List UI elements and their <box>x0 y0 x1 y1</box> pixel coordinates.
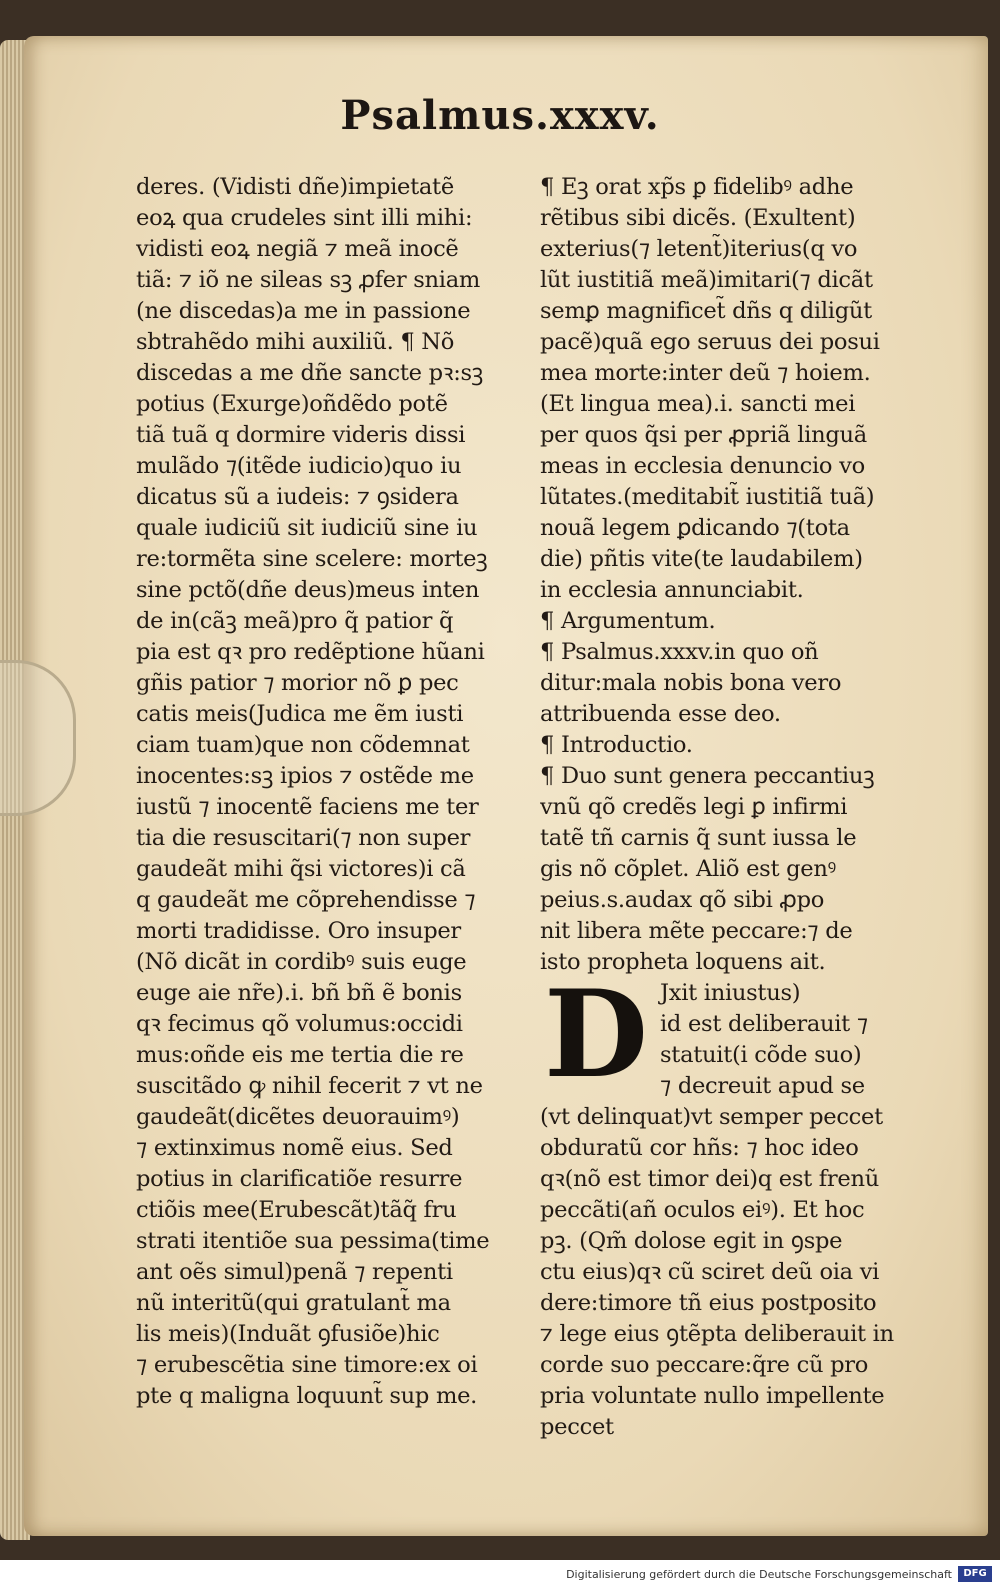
text-line: sbtrahẽdo mihi auxiliũ. ¶ Nõ <box>136 329 455 355</box>
text-line: (Et lingua mea).i. sancti mei <box>540 391 856 417</box>
text-line: gñis patior ⁊ morior nõ ꝑ pec <box>136 670 459 696</box>
text-line: Jxit iniustus) <box>660 980 801 1006</box>
text-line: attribuenda esse deo. <box>540 701 781 727</box>
text-line: quale iudiciũ sit iudiciũ sine iu <box>136 515 478 541</box>
text-line: ant oẽs simul)penã ⁊ repenti <box>136 1259 453 1285</box>
text-line: ciam tuam)que non cõdemnat <box>136 732 470 758</box>
text-line: deres. (Vidisti dñe)impietatẽ <box>136 174 454 200</box>
text-line: pꝫ. (Qm̃ dolose egit in ꝯspe <box>540 1228 843 1254</box>
text-line: isto propheta loquens ait. <box>540 949 826 975</box>
text-line: discedas a me dñe sancte pꝛ:sꝫ <box>136 360 484 386</box>
text-line: qꝛ(nõ est timor dei)q est frenũ <box>540 1166 879 1192</box>
text-line: rẽtibus sibi dicẽs. (Exultent) <box>540 205 856 231</box>
text-line: meas in ecclesia denuncio vo <box>540 453 865 479</box>
text-line: q gaudeãt me cõprehendisse ⁊ <box>136 887 476 913</box>
text-line: in ecclesia annunciabit. <box>540 577 804 603</box>
text-line: ctiõis mee(Erubescãt)tãq̃ fru <box>136 1197 457 1223</box>
text-line: ¶ Argumentum. <box>540 608 716 634</box>
text-line: peccet <box>540 1414 614 1440</box>
text-line: mus:oñde eis me tertia die re <box>136 1042 464 1068</box>
text-line: strati itentiõe sua pessima(time <box>136 1228 490 1254</box>
text-line: semꝑ magnificet̃ dñs q diligũt <box>540 298 872 324</box>
text-line: gis nõ cõplet. Aliõ est genꝰ <box>540 856 836 882</box>
text-line: lũt iustitiã meã)imitari(⁊ dicãt <box>540 267 873 293</box>
text-line: nũ interitũ(qui gratulant̃ ma <box>136 1290 451 1316</box>
text-line: exterius(⁊ letent̃)iterius(q vo <box>540 236 858 262</box>
text-line: per quos q̃si per ꝓpriã linguã <box>540 422 867 448</box>
left-text-column <box>136 172 526 1412</box>
text-line: ¶ Psalmus.xxxv.in quo oñ <box>540 639 819 665</box>
text-line: dicatus sũ a iudeis: ⁊ ꝯsidera <box>136 484 459 510</box>
text-line: lũtates.(meditabit̃ iustitiã tuã) <box>540 484 875 510</box>
text-line: die) pñtis vite(te laudabilem) <box>540 546 863 572</box>
text-line: dere:timore tñ eius postposito <box>540 1290 877 1316</box>
text-line: tiã tuã q dormire videris dissi <box>136 422 466 448</box>
text-line: corde suo peccare:q̃re cũ pro <box>540 1352 869 1378</box>
text-line: sine pctõ(dñe deus)meus inten <box>136 577 480 603</box>
text-line: obduratũ cor hñs: ⁊ hoc ideo <box>540 1135 859 1161</box>
text-line: statuit(i cõde suo) <box>660 1042 862 1068</box>
text-line: vidisti eoꝝ negiã ⁊ meã inocẽ <box>136 236 459 262</box>
text-line: ⁊ erubescẽtia sine timore:ex oi <box>136 1352 478 1378</box>
text-line: ⁊ decreuit apud se <box>660 1073 865 1099</box>
text-line: mulãdo ⁊(itẽde iudicio)quo iu <box>136 453 462 479</box>
footer-credit: Digitalisierung gefördert durch die Deutsche Forschungsgemeinschaft <box>566 1568 952 1581</box>
text-line: vnũ qõ credẽs legi ꝑ infirmi <box>540 794 848 820</box>
text-line: peius.s.audax qõ sibi ꝓpo <box>540 887 825 913</box>
text-line: ¶ Introductio. <box>540 732 693 758</box>
text-line: de in(cãꝫ meã)pro q̃ patior q̃ <box>136 608 454 634</box>
text-line: qꝛ fecimus qõ volumus:occidi <box>136 1011 463 1037</box>
text-line: tatẽ tñ carnis q̃ sunt iussa le <box>540 825 857 851</box>
text-line: re:tormẽta sine scelere: morteꝫ <box>136 546 488 572</box>
text-line: ⁊ extinximus nomẽ eius. Sed <box>136 1135 453 1161</box>
text-line: inocentes:sꝫ ipios ⁊ ostẽde me <box>136 763 474 789</box>
text-line: catis meis(Judica me ẽm iusti <box>136 701 464 727</box>
text-line: tia die resuscitari(⁊ non super <box>136 825 471 851</box>
text-line: peccãti(añ oculos eiꝰ). Et hoc <box>540 1197 865 1223</box>
text-line: nit libera mẽte peccare:⁊ de <box>540 918 853 944</box>
text-line: lis meis)(Induãt ꝯfusiõe)hic <box>136 1321 440 1347</box>
text-line: euge aie nr̃e).i. bñ bñ ẽ bonis <box>136 980 462 1006</box>
footer-bar <box>0 1560 1000 1591</box>
right-text-column <box>540 172 940 1443</box>
text-line: eoꝝ qua crudeles sint illi mihi: <box>136 205 473 231</box>
text-line: pria voluntate nullo impellente <box>540 1383 885 1409</box>
text-line: tiã: ⁊ iõ ne sileas sꝫ ꝓfer sniam <box>136 267 480 293</box>
text-line: ¶ Eꝫ orat xp̃s ꝑ fidelibꝰ adhe <box>540 174 854 200</box>
text-line: (Nõ dicãt in cordibꝰ suis euge <box>136 949 467 975</box>
page-title: Psalmus.xxxv. <box>340 92 660 139</box>
text-line: morti tradidisse. Oro insuper <box>136 918 461 944</box>
dfg-logo: DFG <box>958 1566 992 1582</box>
text-line: mea morte:inter deũ ⁊ hoiem. <box>540 360 871 386</box>
text-line: suscitãdo ꝙ nihil fecerit ⁊ vt ne <box>136 1073 483 1099</box>
text-line: gaudeãt mihi q̃si victores)i cã <box>136 856 466 882</box>
text-line: nouã legem ꝑdicando ⁊(tota <box>540 515 850 541</box>
text-line: pacẽ)quã ego seruus dei posui <box>540 329 880 355</box>
text-line: pte q maligna loquunt̃ sup me. <box>136 1383 478 1409</box>
text-line: (ne discedas)a me in passione <box>136 298 471 324</box>
text-line: pia est qꝛ pro redẽptione hũani <box>136 639 485 665</box>
text-line: potius (Exurge)oñdẽdo potẽ <box>136 391 448 417</box>
text-line: id est deliberauit ⁊ <box>660 1011 868 1037</box>
text-line: potius in clarificatiõe resurre <box>136 1166 463 1192</box>
text-line: ditur:mala nobis bona vero <box>540 670 842 696</box>
drop-initial: D <box>543 964 649 1105</box>
text-line: ¶ Duo sunt genera peccantiuꝫ <box>540 763 875 789</box>
text-line: ctu eius)qꝛ cũ sciret deũ oia vi <box>540 1259 880 1285</box>
text-line: iustũ ⁊ inocentẽ faciens me ter <box>136 794 479 820</box>
text-line: (vt delinquat)vt semper peccet <box>540 1104 883 1130</box>
text-line: ⁊ lege eius ꝯtẽpta deliberauit in <box>540 1321 894 1347</box>
text-line: gaudeãt(dicẽtes deuorauimꝰ) <box>136 1104 460 1130</box>
